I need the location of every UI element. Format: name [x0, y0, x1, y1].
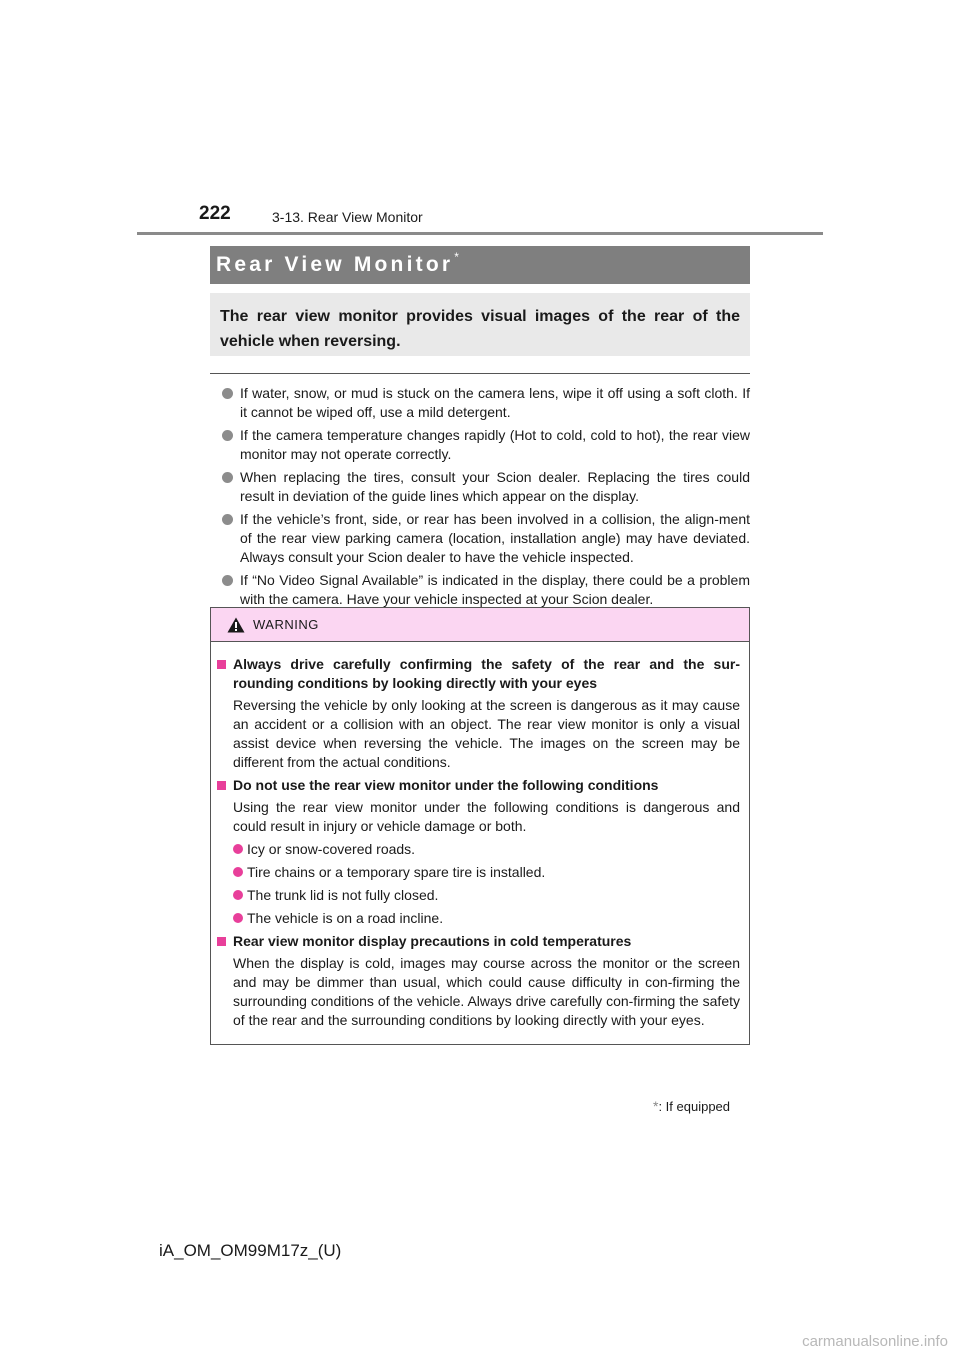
warning-heading: Rear view monitor display precautions in cold temperatures [217, 932, 740, 951]
footnote-text: : If equipped [658, 1099, 731, 1114]
condition-item: The trunk lid is not fully closed. [217, 886, 740, 905]
intro-text: The rear view monitor provides visual images of the rear of the vehicle when reversing. [220, 308, 740, 350]
square-bullet-icon [217, 660, 226, 669]
warning-text: Using the rear view monitor under the following conditions is dangerous and could result in injury or vehicle damage or both. [233, 799, 740, 834]
bullet-icon [222, 388, 233, 399]
bullet-icon [233, 890, 243, 900]
bullet-icon [233, 844, 243, 854]
page-title-bar [210, 246, 750, 284]
note-item: If the camera temperature changes rapidly (Hot to cold, cold to hot), the rear view monitor may not operate correctly. [222, 426, 750, 464]
warning-text: When the display is cold, images may course across the monitor or the screen and may be dimmer than usual, which could cause difficulty in con-firming the surrounding conditions of the vehicle. Always drive carefully con-firming the safety of the rear and the surrounding conditions by looking directly with your eyes. [233, 955, 740, 1028]
bullet-icon [222, 575, 233, 586]
bullet-icon [222, 430, 233, 441]
bullet-icon [222, 514, 233, 525]
section-title: 3-13. Rear View Monitor [272, 209, 423, 225]
square-bullet-icon [217, 781, 226, 790]
condition-item: The vehicle is on a road incline. [217, 909, 740, 928]
warning-header [211, 608, 749, 642]
if-equipped-marker: * [454, 250, 459, 264]
footnote-marker: * [653, 1098, 659, 1114]
condition-item: Tire chains or a temporary spare tire is installed. [217, 863, 740, 882]
condition-item: Icy or snow-covered roads. [217, 840, 740, 859]
bullet-icon [222, 472, 233, 483]
warning-label: WARNING [253, 617, 319, 632]
warning-body [211, 642, 749, 1030]
bullet-icon [233, 867, 243, 877]
warning-triangle-icon [227, 617, 245, 633]
intro-box [210, 293, 750, 356]
page-number: 222 [199, 203, 231, 224]
watermark: carmanualsonline.info [802, 1333, 948, 1350]
warning-heading: Do not use the rear view monitor under the following conditions [217, 776, 740, 795]
square-bullet-icon [217, 937, 226, 946]
note-item: When replacing the tires, consult your Scion dealer. Replacing the tires could result in deviation of the guide lines which appear on the display. [222, 468, 750, 506]
warning-box [210, 607, 750, 1045]
document-id: iA_OM_OM99M17z_(U) [159, 1241, 342, 1260]
page-title: Rear View Monitor [216, 253, 454, 276]
warning-text: Reversing the vehicle by only looking at the screen is dangerous as it may cause an accident or a collision with an object. The rear view monitor is only a visual assist device when reversing the vehicle. The images on the screen may be different from the actual conditions. [233, 697, 740, 770]
note-item: If “No Video Signal Available” is indicated in the display, there could be a problem with the camera. Have your vehicle inspected at your Scion dealer. [222, 571, 750, 609]
divider [210, 373, 750, 374]
notes-list [222, 384, 750, 613]
warning-heading: Always drive carefully confirming the safety of the rear and the sur-rounding conditions by looking directly with your eyes [217, 655, 740, 693]
note-item: If water, snow, or mud is stuck on the camera lens, wipe it off using a soft cloth. If it cannot be wiped off, use a mild detergent. [222, 384, 750, 422]
note-item: If the vehicle’s front, side, or rear has been involved in a collision, the align-ment of the rear view parking camera (location, installation angle) may have deviated. Always consult your Scion dealer to have the vehicle inspected. [222, 510, 750, 567]
bullet-icon [233, 913, 243, 923]
header-rule [137, 232, 823, 235]
footnote [653, 1098, 730, 1114]
